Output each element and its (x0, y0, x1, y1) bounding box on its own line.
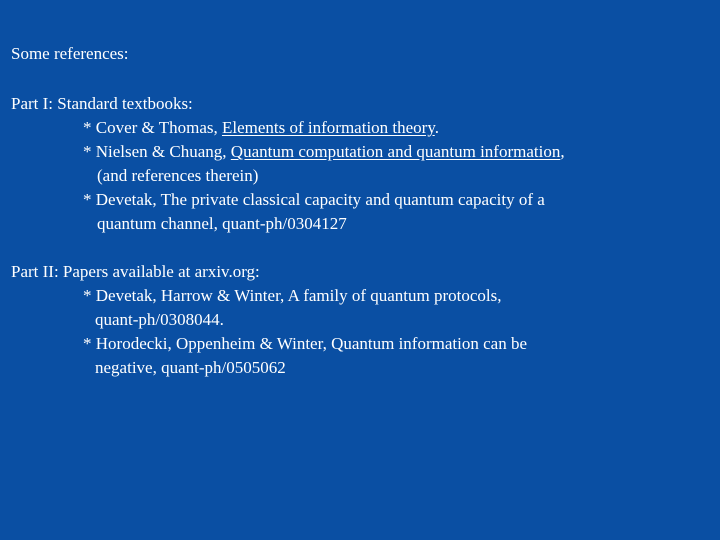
part1-ref1 (83, 116, 439, 140)
part2-ref1-line2: quant-ph/0308044. (95, 310, 224, 329)
part1-ref1-suffix: . (434, 118, 439, 137)
part1-ref3-line1: * Devetak, The private classical capacity and quantum capacity of a (83, 190, 545, 209)
part1-ref1-prefix: * Cover & Thomas, (83, 118, 222, 137)
part2-ref2-line1: * Horodecki, Oppenheim & Winter, Quantum information can be (83, 334, 527, 353)
part1-title: Part I: Standard textbooks: (11, 94, 193, 113)
part1-ref2-suffix: , (560, 142, 565, 161)
part1-ref3-line2: quantum channel, quant-ph/0304127 (97, 214, 347, 233)
part2-ref1-line1: * Devetak, Harrow & Winter, A family of quantum protocols, (83, 286, 502, 305)
part1-ref2-prefix: * Nielsen & Chuang, (83, 142, 231, 161)
part1-ref1-title[interactable]: Elements of information theory (221, 118, 435, 137)
part1-ref2-title[interactable]: Quantum computation and quantum information (230, 142, 561, 161)
part2-ref2-line2: negative, quant-ph/0505062 (95, 358, 286, 377)
part2-title: Part II: Papers available at arxiv.org: (11, 262, 260, 281)
slide-heading: Some references: (11, 44, 129, 63)
part1-ref2-continuation: (and references therein) (97, 166, 259, 185)
part1-ref2 (83, 140, 565, 164)
